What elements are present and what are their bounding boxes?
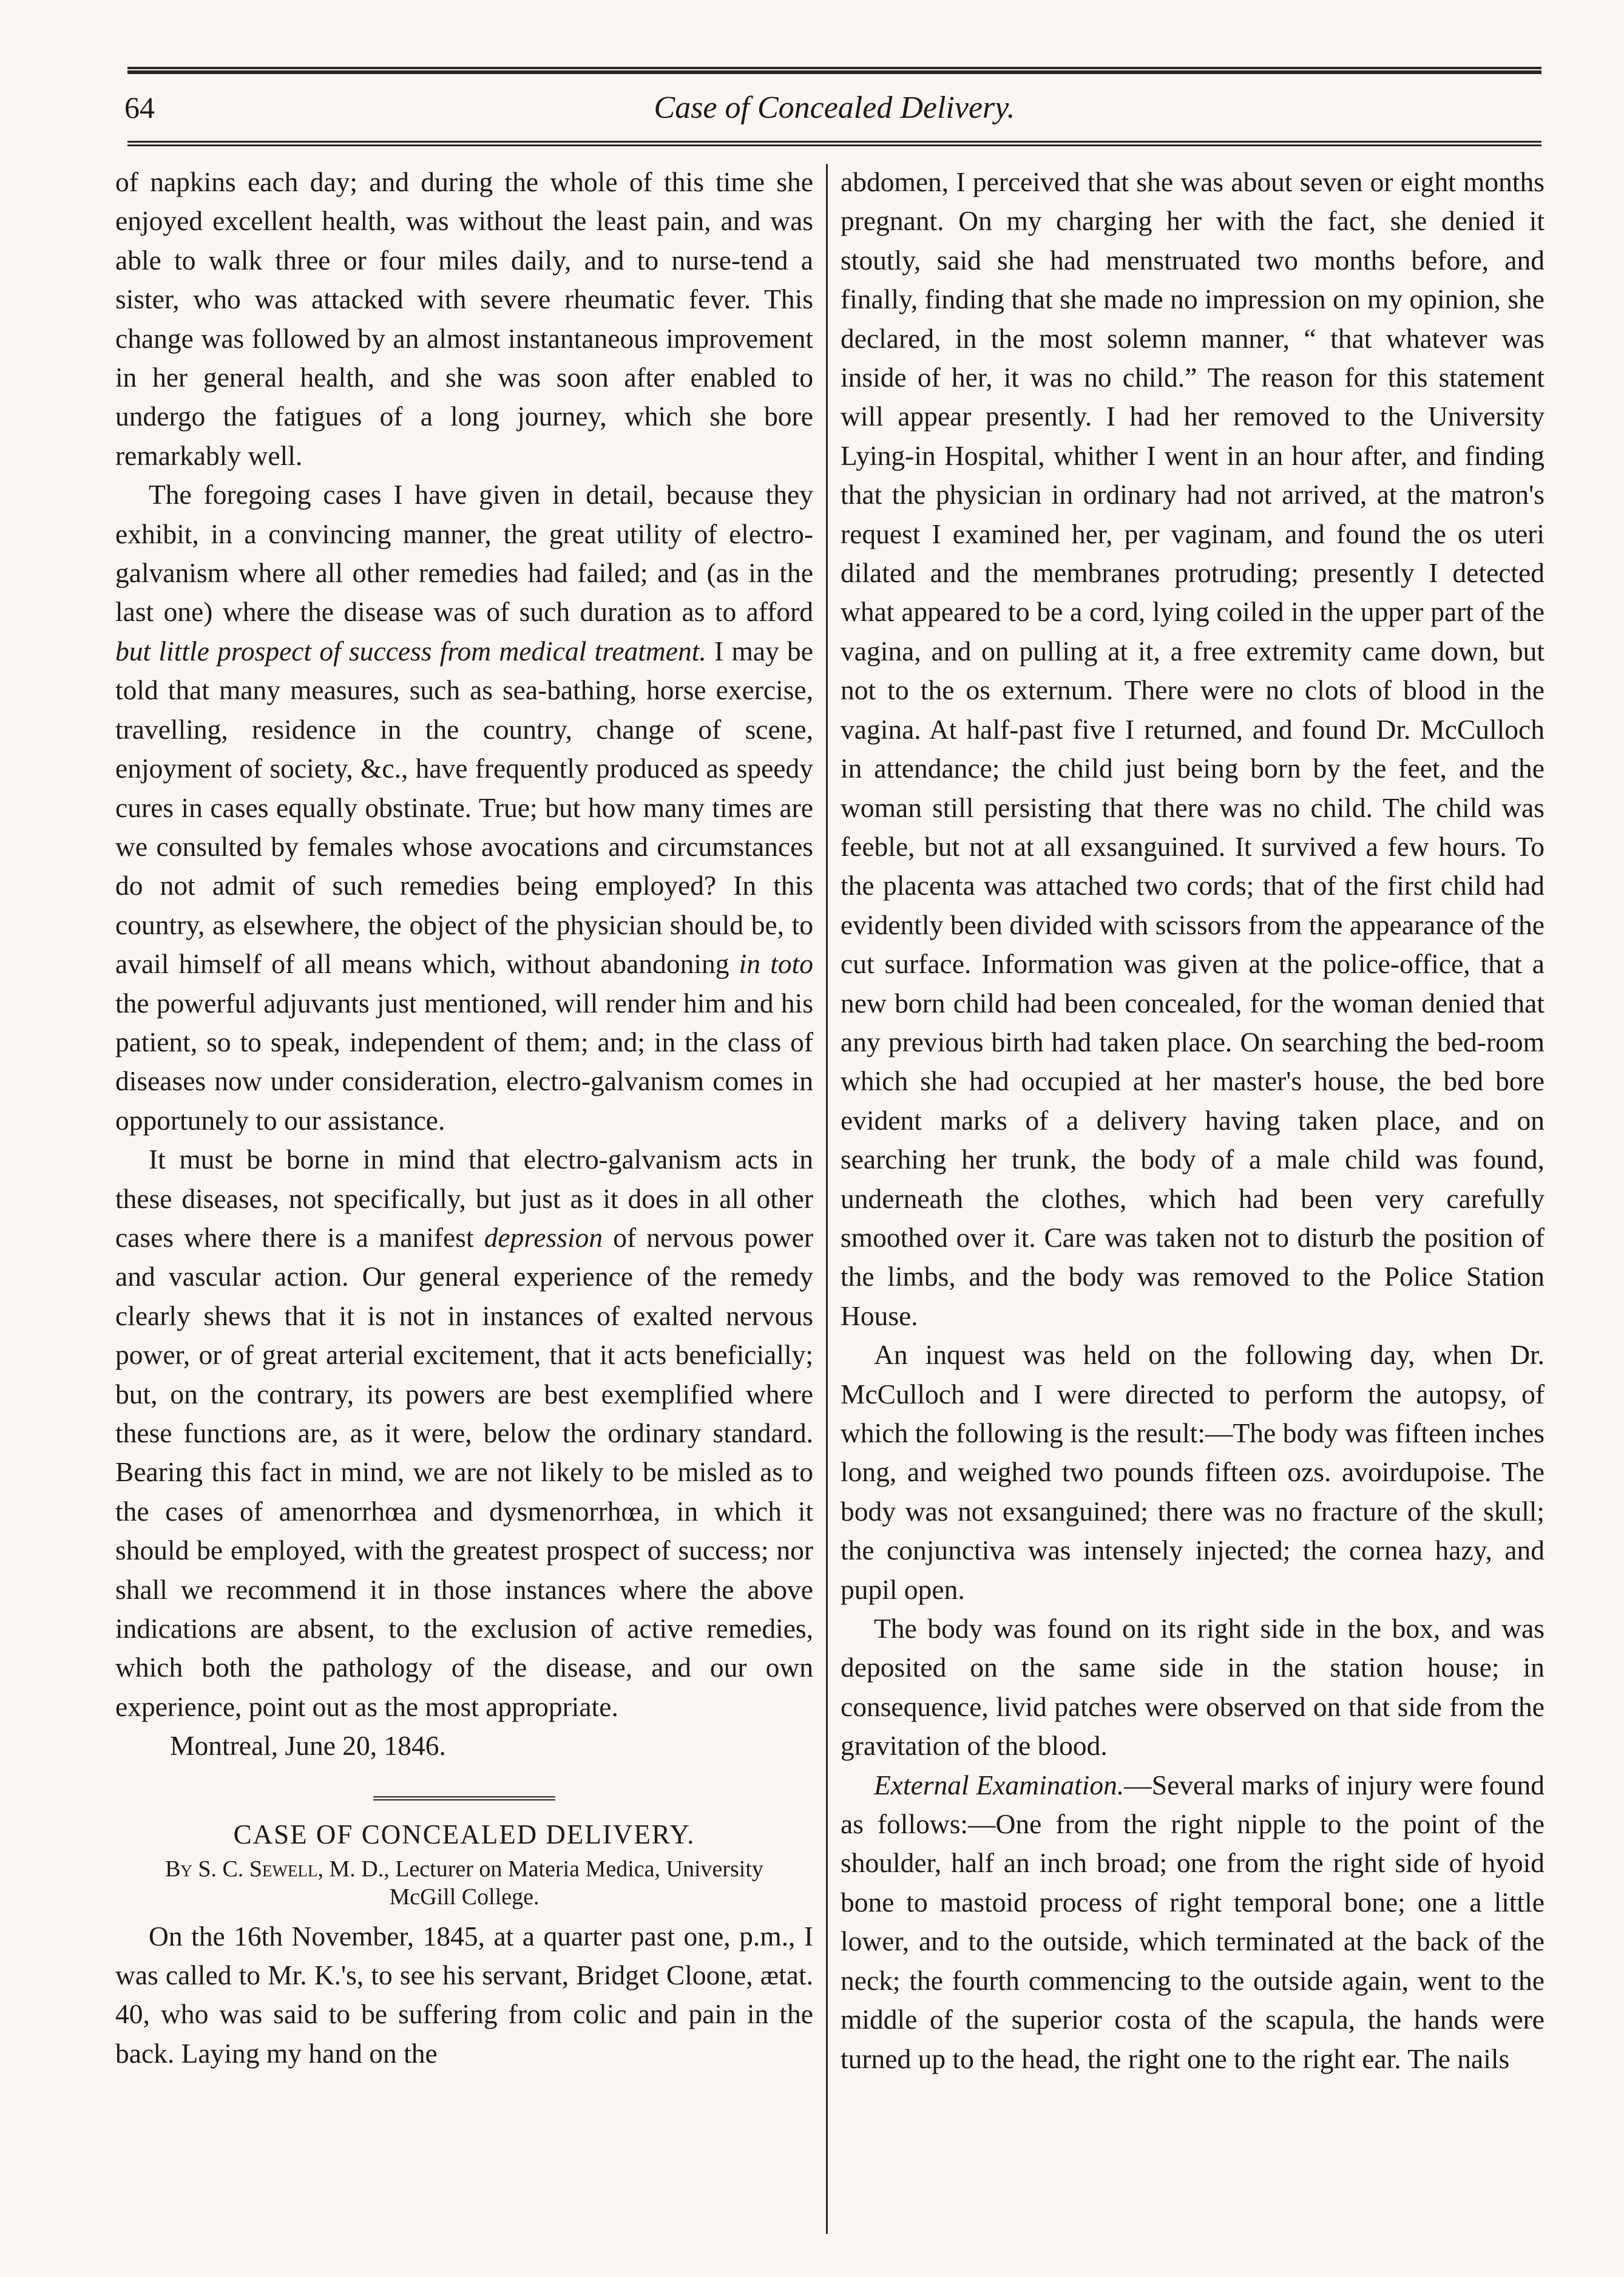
italic-text-run: External Examination. (874, 1769, 1125, 1800)
paragraph (841, 163, 1544, 1335)
text-run: I may be told that many measures, such as sea-bathing, horse exercise, travelling, residence in the country, change of scene, enjoyment of society, &c., have frequently produced as speedy cures in cases equally obstinate. True; but how many times are we consulted by females whose avocations and circumstances do not admit of such remedies being employed? In this country, as elsewhere, the object of the physician should be, to avail himself of all means which, without abandoning (115, 635, 814, 980)
paragraph (115, 1140, 813, 1726)
running-title: Case of Concealed Delivery. (654, 90, 1015, 125)
column-divider (826, 164, 828, 2234)
text-run: —Several marks of injury were found as follows:—One from the right nipple to the point of the shoulder, half an inch broad; one from the right side of hyoid bone to mastoid process of right temporal bone; one a little lower, and to the outside, which terminated at the back of the neck; the fourth commencing to the outside again, went to the middle of the superior costa of the scapula, the hands were turned up to the head, the right one to the right ear. The nails (841, 1769, 1544, 2074)
signoff-dateline: Montreal, June 20, 1846. (170, 1730, 446, 1762)
paragraph (841, 1335, 1544, 1609)
paragraph (115, 475, 813, 1140)
text-run: abdomen, I perceived that she was about seven or eight months pregnant. On my charging her with the fact, she denied it stoutly, said she had menstruated two months before, and finally, finding that she made no impression on my opinion, she declared, in the most solemn manner, “ that whatever was inside of her, it was no child.” The reason for this statement will appear presently. I had her removed to the University Lying-in Hospital, whither I went in an hour after, and finding that the physician in ordinary had not arrived, at the matron's request I examined her, per vaginam, and found the os uteri dilated and the membranes protruding; presently I detected what appeared to be a cord, lying coiled in the upper part of the vagina, and on pulling at it, a free extremity came down, but not to the os externum. There were no clots of blood in the vagina. At half-past five I returned, and found Dr. McCulloch in attendance; the child just being born by the feet, and the woman still persisting that there was no child. The child was feeble, but not at all exsanguined. It survived a few hours. To the placenta was attached two cords; that of the first child had evidently been divided with scissors from the appearance of the cut surface. Information was given at the police-office, that a new born child had been concealed, for the woman denied that any previous birth had taken place. On searching the bed-room which she had occupied at her master's house, the bed bore evident marks of a delivery having taken place, and on searching her trunk, the body of a male child was found, underneath the clothes, which had been very carefully smoothed over it. Care was taken not to disturb the position of the limbs, and the body was removed to the Police Station House. (841, 166, 1544, 1331)
byline (115, 1853, 813, 1917)
text-run: of nervous power and vascular action. Our general experience of the remedy clearly shews that it is not in instances of exalted nervous power, or of great arterial excitement, that it acts beneficially; but, on the contrary, its powers are best exemplified where these functions are, as it were, below the ordinary standard. Bearing this fact in mind, we are not likely to be misled as to the cases of amenorrhœa and dysmenorrhœa, in which it should be employed, with the greatest prospect of success; nor shall we recommend it in those instances where the above indications are absent, to the exclusion of active remedies, which both the pathology of the disease, and our own experience, point out as the most appropriate. (115, 1221, 813, 1722)
paragraph (841, 1609, 1544, 1766)
text-run: An inquest was held on the following day, when Dr. McCulloch and I were directed to perform the autopsy, of which the following is the result:—The body was fifteen inches long, and weighed two pounds fifteen ozs. avoirdupoise. The body was not exsanguined; there was no fracture of the skull; the conjunctiva was intensely injected; the cornea hazy, and pupil open. (841, 1339, 1544, 1605)
text-run: It must be borne in mind that electro-galvanism acts in these diseases, not specifically, but just as it does in all other cases where there is a manifest (115, 1144, 813, 1253)
text-run: The body was found on its right side in the box, and was deposited on the same side in the station house; in consequence, livid patches were observed on that side from the gravitation of the blood. (841, 1613, 1544, 1762)
text-run: of napkins each day; and during the whole of this time she enjoyed excellent health, was without the least pain, and was able to walk three or four miles daily, and to nurse-tend a sister, who was attacked with severe rheumatic fever. This change was followed by an almost instantaneous improvement in her general health, and she was soon after enabled to undergo the fatigues of a long journey, which she bore remarkably well. (115, 166, 813, 471)
byline-author: By S. C. Sewell, M. D., (165, 1856, 390, 1882)
paragraph (841, 1766, 1544, 2078)
italic-text-run: in toto (739, 948, 813, 980)
section-divider (373, 1796, 555, 1800)
top-double-rule (127, 67, 1541, 74)
italic-text-run: depression (484, 1221, 603, 1253)
article-title: CASE OF CONCEALED DELIVERY. (233, 1819, 695, 1850)
text-run: the powerful adjuvants just mentioned, will render him and his patient, so to speak, independent of them; and; in the class of diseases now under consideration, electro-galvanism comes in opportunely to our assistance. (115, 987, 813, 1136)
running-header (124, 90, 1544, 144)
text-run: On the 16th November, 1845, at a quarter past one, p.m., I was called to Mr. K.'s, to see his servant, Bridget Cloone, ætat. 40, who was said to be suffering from colic and pain in the back. Laying my hand on the (115, 1920, 813, 2069)
text-run: The foregoing cases I have given in detail, because they exhibit, in a convincing manner, the great utility of electro-galvanism where all other remedies had failed; and (as in the last one) where the disease was of such duration as to afford (115, 479, 813, 628)
left-column (115, 163, 813, 2251)
italic-text-run: but little prospect of success from medical treatment. (115, 635, 706, 667)
header-double-rule (127, 141, 1541, 146)
paragraph (115, 163, 813, 475)
right-column (841, 163, 1544, 2251)
page-number: 64 (124, 90, 155, 124)
paragraph (115, 1917, 813, 2074)
byline-affiliation: Lecturer on Materia Medica, University McGill College. (389, 1856, 763, 1910)
